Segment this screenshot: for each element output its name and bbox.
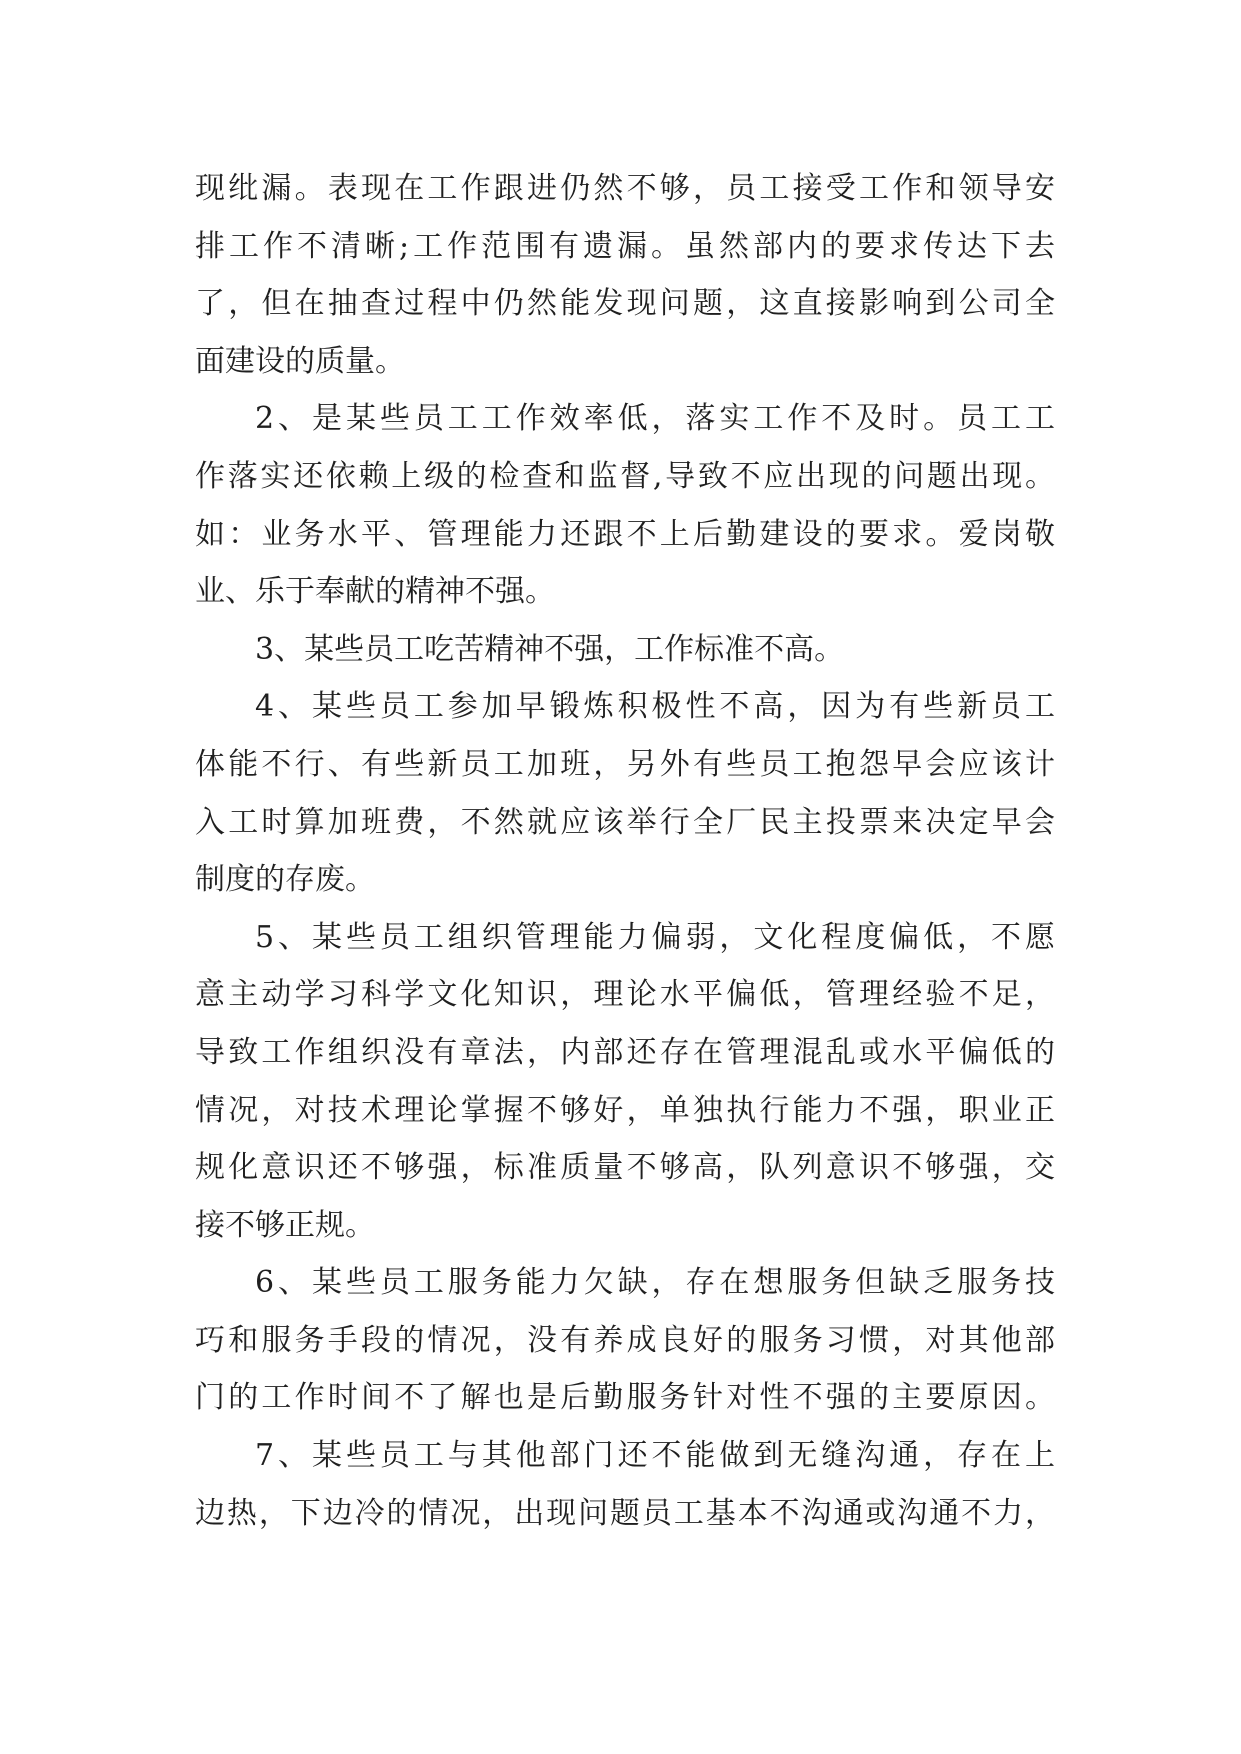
text-line: 意主动学习科学文化知识，理论水平偏低，管理经验不足， <box>195 977 1055 1013</box>
text-line: 业、乐于奉献的精神不强。 <box>195 574 555 610</box>
document-body <box>195 160 1055 1542</box>
text-line: 如：业务水平、管理能力还跟不上后勤建设的要求。爱岗敬 <box>195 516 1055 552</box>
text-line: 4、某些员工参加早锻炼积极性不高，因为有些新员工 <box>255 689 1055 725</box>
text-line: 接不够正规。 <box>195 1207 375 1243</box>
text-line: 规化意识还不够强，标准质量不够高，队列意识不够强，交 <box>195 1150 1055 1186</box>
text-line: 制度的存废。 <box>195 862 375 898</box>
text-line: 体能不行、有些新员工加班，另外有些员工抱怨早会应该计 <box>195 746 1055 782</box>
paragraph-continuation <box>195 160 1055 390</box>
text-line: 作落实还依赖上级的检查和监督,导致不应出现的问题出现。 <box>195 458 1055 494</box>
text-line: 3、某些员工吃苦精神不强，工作标准不高。 <box>255 631 845 667</box>
paragraph-item-6 <box>195 1254 1055 1427</box>
text-line: 巧和服务手段的情况，没有养成良好的服务习惯，对其他部 <box>195 1322 1055 1358</box>
paragraph-item-5 <box>195 909 1055 1255</box>
text-line: 导致工作组织没有章法，内部还存在管理混乱或水平偏低的 <box>195 1034 1055 1070</box>
text-line: 排工作不清晰;工作范围有遗漏。虽然部内的要求传达下去 <box>195 228 1055 264</box>
text-line: 门的工作时间不了解也是后勤服务针对性不强的主要原因。 <box>195 1380 1055 1416</box>
text-line: 了，但在抽查过程中仍然能发现问题，这直接影响到公司全 <box>195 286 1055 322</box>
paragraph-item-7 <box>195 1427 1055 1542</box>
text-line: 入工时算加班费，不然就应该举行全厂民主投票来决定早会 <box>195 804 1055 840</box>
text-line: 6、某些员工服务能力欠缺，存在想服务但缺乏服务技 <box>255 1265 1055 1301</box>
text-line: 边热，下边冷的情况，出现问题员工基本不沟通或沟通不力， <box>195 1495 1055 1531</box>
paragraph-item-3 <box>195 621 1055 679</box>
paragraph-item-4 <box>195 678 1055 908</box>
text-line: 2、是某些员工工作效率低，落实工作不及时。员工工 <box>255 401 1055 437</box>
text-line: 情况，对技术理论掌握不够好，单独执行能力不强，职业正 <box>195 1092 1055 1128</box>
text-line: 5、某些员工组织管理能力偏弱，文化程度偏低，不愿 <box>255 919 1055 955</box>
paragraph-item-2 <box>195 390 1055 620</box>
text-line: 面建设的质量。 <box>195 343 405 379</box>
text-line: 7、某些员工与其他部门还不能做到无缝沟通，存在上 <box>255 1438 1055 1474</box>
text-line: 现纰漏。表现在工作跟进仍然不够，员工接受工作和领导安 <box>195 171 1055 206</box>
